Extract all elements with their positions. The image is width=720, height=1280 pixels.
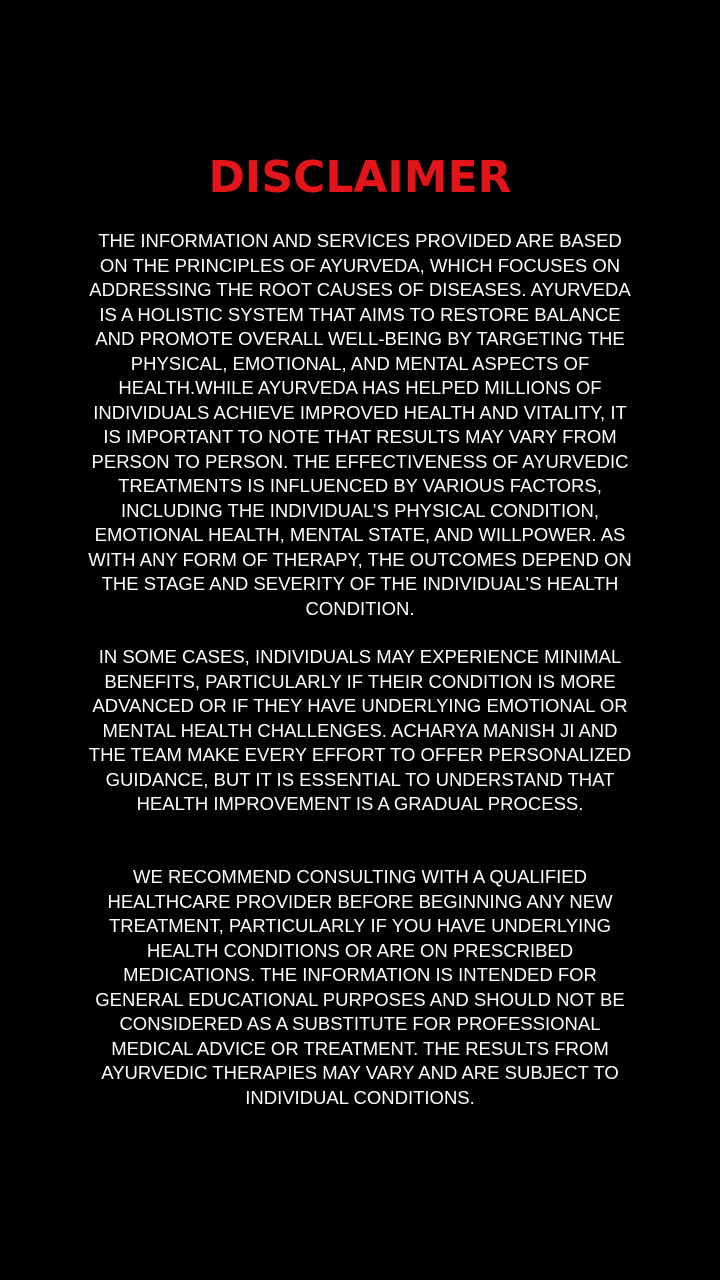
- disclaimer-paragraph-2: IN SOME CASES, INDIVIDUALS MAY EXPERIENCE MINIMAL BENEFITS, PARTICULARLY IF THEIR CONDITION IS MORE ADVANCED OR IF THEY HAVE UNDERLYING EMOTIONAL OR MENTAL HEALTH CHALLENGES. ACHARYA MANISH JI AND THE TEAM MAKE EVERY EFFORT TO OFFER PERSONALIZED GUIDANCE, BUT IT IS ESSENTIAL TO UNDERSTAND THAT HEALTH IMPROVEMENT IS A GRADUAL PROCESS.: [88, 646, 632, 814]
- disclaimer-paragraph-3: WE RECOMMEND CONSULTING WITH A QUALIFIED HEALTHCARE PROVIDER BEFORE BEGINNING ANY NEW TREATMENT, PARTICULARLY IF YOU HAVE UNDERLYING HEALTH CONDITIONS OR ARE ON PRESCRIBED MEDICATIONS. THE INFORMATION IS INTENDED FOR GENERAL EDUCATIONAL PURPOSES AND SHOULD NOT BE CONSIDERED AS A SUBSTITUTE FOR PROFESSIONAL MEDICAL ADVICE OR TREATMENT. THE RESULTS FROM AYURVEDIC THERAPIES MAY VARY AND ARE SUBJECT TO INDIVIDUAL CONDITIONS.: [95, 866, 625, 1108]
- disclaimer-paragraph-1: THE INFORMATION AND SERVICES PROVIDED ARE BASED ON THE PRINCIPLES OF AYURVEDA, WHICH FOCUSES ON ADDRESSING THE ROOT CAUSES OF DISEASES. AYURVEDA IS A HOLISTIC SYSTEM THAT AIMS TO RESTORE BALANCE AND PROMOTE OVERALL WELL-BEING BY TARGETING THE PHYSICAL, EMOTIONAL, AND MENTAL ASPECTS OF HEALTH.WHILE AYURVEDA HAS HELPED MILLIONS OF INDIVIDUALS ACHIEVE IMPROVED HEALTH AND VITALITY, IT IS IMPORTANT TO NOTE THAT RESULTS MAY VARY FROM PERSON TO PERSON. THE EFFECTIVENESS OF AYURVEDIC TREATMENTS IS INFLUENCED BY VARIOUS FACTORS, INCLUDING THE INDIVIDUAL’S PHYSICAL CONDITION, EMOTIONAL HEALTH, MENTAL STATE, AND WILLPOWER. AS WITH ANY FORM OF THERAPY, THE OUTCOMES DEPEND ON THE STAGE AND SEVERITY OF THE INDIVIDUAL’S HEALTH CONDITION.: [88, 230, 632, 619]
- page-title: DISCLAIMER: [208, 152, 512, 203]
